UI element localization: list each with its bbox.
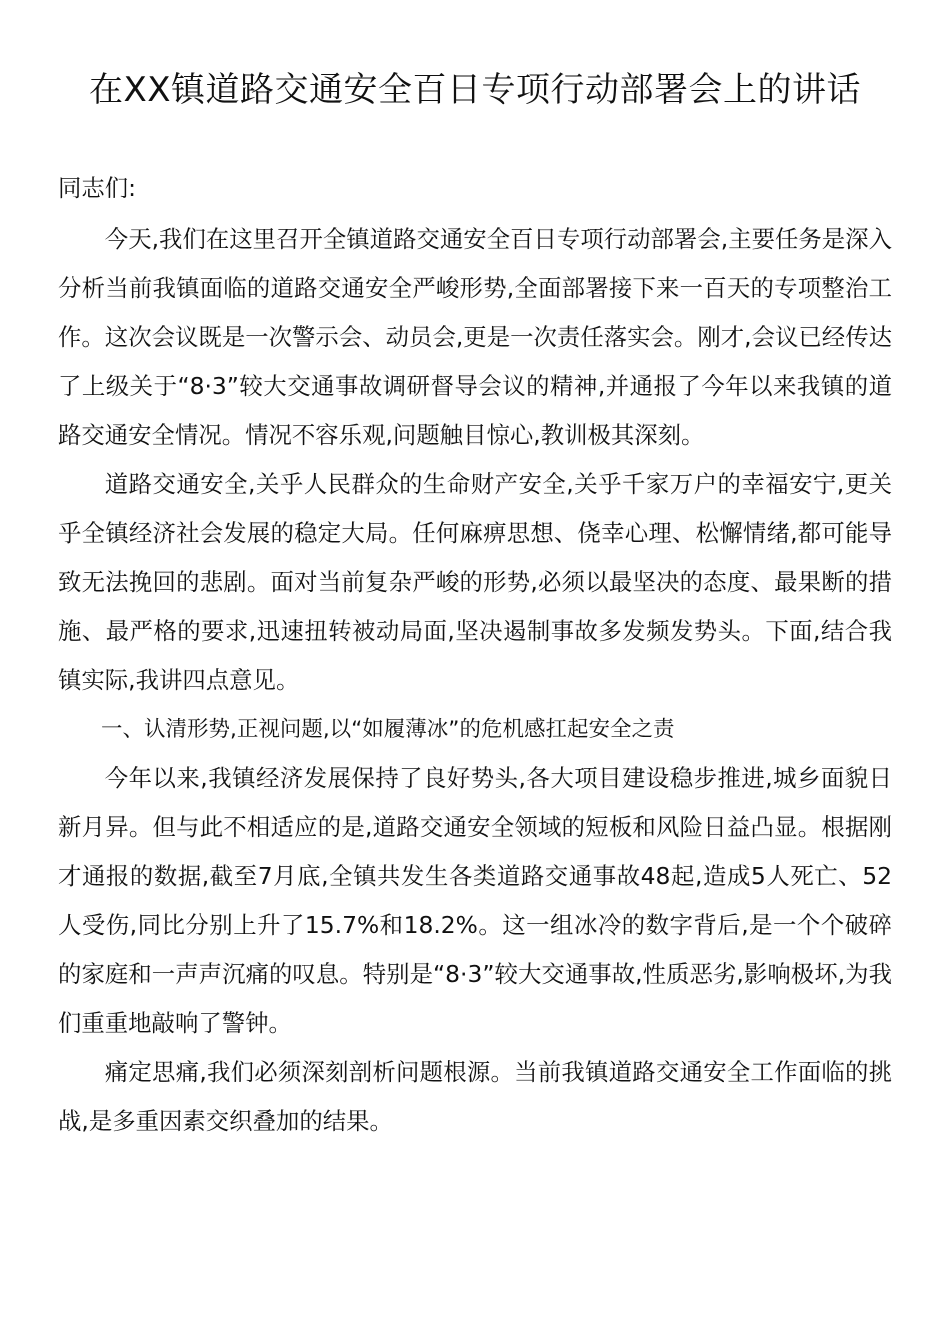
salutation: 同志们:	[58, 174, 137, 202]
document-body	[58, 164, 892, 1146]
paragraph-situation: 今年以来,我镇经济发展保持了良好势头,各大项目建设稳步推进,城乡面貌日新月异。但与此不相适应的是,道路交通安全领域的短板和风险日益凸显。根据刚才通报的数据,截至7月底,全镇共发生各类道路交通事故48起,造成5人死亡、52人受伤,同比分别上升了15.7%和18.2%。这一组冰冷的数字背后,是一个个破碎的家庭和一声声沉痛的叹息。特别是“8·3”较大交通事故,性质恶劣,影响极坏,为我们重重地敲响了警钟。	[58, 764, 892, 1037]
paragraph-root-causes: 痛定思痛,我们必须深刻剖析问题根源。当前我镇道路交通安全工作面临的挑战,是多重因素交织叠加的结果。	[58, 1058, 892, 1135]
section-heading-one: 一、认清形势,正视问题,以“如履薄冰”的危机感扛起安全之责	[101, 717, 675, 742]
paragraph-importance: 道路交通安全,关乎人民群众的生命财产安全,关乎千家万户的幸福安宁,更关乎全镇经济社会发展的稳定大局。任何麻痹思想、侥幸心理、松懈情绪,都可能导致无法挽回的悲剧。面对当前复杂严峻的形势,必须以最坚决的态度、最果断的措施、最严格的要求,迅速扭转被动局面,坚决遏制事故多发频发势头。下面,结合我镇实际,我讲四点意见。	[58, 470, 892, 694]
document-title: 在XX镇道路交通安全百日专项行动部署会上的讲话	[88, 70, 862, 110]
paragraph-opening: 今天,我们在这里召开全镇道路交通安全百日专项行动部署会,主要任务是深入分析当前我镇面临的道路交通安全严峻形势,全面部署接下来一百天的专项整治工作。这次会议既是一次警示会、动员会,更是一次责任落实会。刚才,会议已经传达了上级关于“8·3”较大交通事故调研督导会议的精神,并通报了今年以来我镇的道路交通安全情况。情况不容乐观,问题触目惊心,教训极其深刻。	[58, 225, 892, 449]
